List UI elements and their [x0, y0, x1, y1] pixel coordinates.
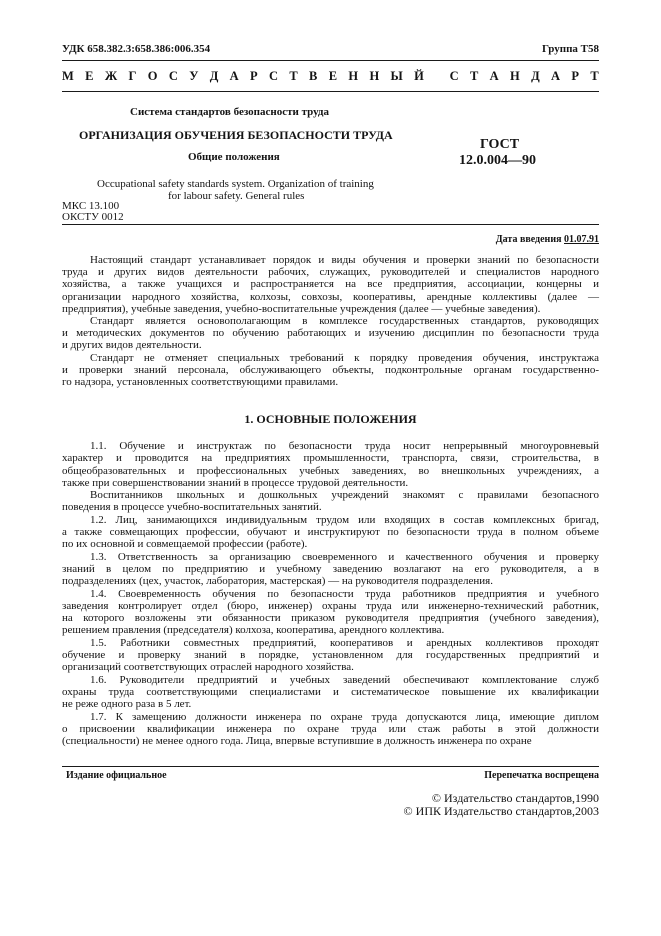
- banner-letter: Д: [209, 69, 219, 83]
- banner-letter: Ы: [390, 69, 403, 83]
- banner-letter: [435, 69, 438, 84]
- paragraph-line: обучение и проверку знаний в порядке, установленном для государственных предприятий и: [62, 649, 599, 662]
- title-block-rule: [62, 224, 599, 225]
- paragraph-line: характер и проводится на предприятиях промышленности, транспорта, связи, строительства, в: [62, 452, 599, 465]
- body-paragraph: [62, 674, 599, 711]
- banner-letter: А: [551, 69, 561, 83]
- paragraph-line: также при совершенствовании знаний в процессе трудовой деятельности.: [62, 476, 409, 489]
- standards-system-name: Система стандартов безопасности труда: [130, 106, 329, 118]
- banner-letter: Е: [85, 69, 94, 83]
- paragraph-line: 1.5. Работники совместных предприятий, кооперативов и арендных коллективов проходят: [90, 636, 599, 649]
- paragraph-line: знаний в целом по предприятию и учебному заведению возлагают на его руководителя, а в: [62, 562, 599, 575]
- paragraph-line: 1.3. Ответственность за организацию своевременного и качественного обучения и проверку: [90, 550, 599, 563]
- body-paragraph: [62, 711, 599, 748]
- banner-letter: О: [147, 69, 158, 83]
- banner-letter: Н: [510, 69, 520, 83]
- body-paragraph: [62, 489, 599, 514]
- paragraph-line: решением правления (председателя) колхоза, кооператива, арендного коллектива.: [62, 624, 445, 637]
- header-rule-top: [62, 60, 599, 61]
- banner-letter: Ж: [104, 69, 118, 83]
- copyright-2003: © ИПК Издательство стандартов,2003: [403, 804, 599, 818]
- banner-letter: Н: [348, 69, 359, 83]
- banner-letter: С: [168, 69, 178, 83]
- mks-code: МКС 13.100: [62, 200, 120, 212]
- intro-paragraph: [62, 352, 599, 389]
- banner-letter: А: [229, 69, 239, 83]
- interstate-standard-banner: [62, 69, 599, 84]
- copyright-1990: © Издательство стандартов,1990: [431, 791, 599, 805]
- banner-letter: Д: [531, 69, 540, 83]
- banner-letter: Й: [414, 69, 424, 83]
- paragraph-line: общеобразовательных и профессиональных учебных заведениях, во внешкольных учреждениях, а: [62, 464, 599, 477]
- header-rule-bottom: [62, 91, 599, 92]
- paragraph-line: и методических документов по обучению работающих и изучению дисциплин по безопасности труда: [62, 327, 599, 340]
- banner-letter: А: [489, 69, 499, 83]
- banner-letter: Н: [369, 69, 380, 83]
- intro-paragraph: [62, 315, 599, 352]
- banner-letter: В: [309, 69, 318, 83]
- banner-letter: М: [62, 69, 74, 83]
- banner-letter: Е: [328, 69, 338, 83]
- udk-code: УДК 658.382.3:658.386:006.354: [62, 43, 211, 55]
- footer-rule: [62, 766, 599, 767]
- paragraph-line: не реже одного раза в 5 лет.: [62, 698, 192, 711]
- group-code: Группа Т58: [541, 43, 599, 55]
- paragraph-line: организации народного хозяйства, колхозы, совхозы, кооперативы, арендные коллективы (далее —: [62, 290, 599, 303]
- paragraph-line: организаций соответствующих отраслей народного хозяйства.: [62, 661, 354, 674]
- paragraph-line: по их основной и совмещаемой профессии (работе).: [62, 538, 308, 551]
- section-title: 1. ОСНОВНЫЕ ПОЛОЖЕНИЯ: [244, 412, 417, 426]
- paragraph-line: предприятия), учебные заведения, учебно-воспитательные учреждения (далее — учебные заведения).: [62, 302, 541, 315]
- paragraph-line: о присвоении квалификации инженера по охране труда или стаж работы в этой должности: [62, 722, 599, 735]
- introduction-date-label: Дата введения: [495, 234, 562, 245]
- paragraph-line: поведения в процессе учебно-воспитательных занятий.: [62, 501, 322, 514]
- paragraph-line: 1.6. Руководители предприятий и учебных заведений обеспечивают комплектование служб: [90, 673, 599, 686]
- introduction-date: [496, 234, 599, 245]
- banner-letter: Р: [571, 69, 580, 83]
- body-paragraph: [62, 551, 599, 588]
- intro-paragraph: [62, 254, 599, 315]
- paragraph-line: 1.7. К замещению должности инженера по охране труда допускаются лица, имеющие диплом: [90, 710, 599, 723]
- english-title-line-2: for labour safety. General rules: [168, 190, 305, 202]
- body-paragraph: [62, 514, 599, 551]
- paragraph-line: Стандарт не отменяет специальных требований к порядку проведения обучения, инструктажа: [90, 351, 599, 364]
- paragraph-line: го надзора, установленных соответствующими правилами.: [62, 376, 339, 388]
- paragraph-line: и проверки знаний персонала, обслуживающего объекты, подконтрольные органам государственно-: [62, 363, 599, 376]
- gost-number: 12.0.004—90: [459, 153, 536, 168]
- gost-label: ГОСТ: [480, 137, 520, 152]
- paragraph-line: Настоящий стандарт устанавливает порядок и виды обучения и проверки знаний по безопасности: [90, 254, 599, 266]
- banner-letter: Г: [128, 69, 137, 83]
- body-paragraph: [62, 588, 599, 637]
- introduction-date-value: 01.07.91: [564, 234, 599, 245]
- paragraph-line: труда и других видов деятельности рабочих, служащих, руководителей и специалистов народного: [62, 266, 599, 279]
- paragraph-line: 1.1. Обучение и инструктаж по безопасности труда носит непрерывный многоуровневый: [90, 440, 599, 452]
- paragraph-line: а также совмещающих профессии, обучают и инструктируют по безопасности труда в полном объеме: [62, 526, 599, 539]
- banner-letter: С: [449, 69, 459, 83]
- paragraph-line: на которого возложены эти обязанности приказом руководителя предприятия (учебного заведения),: [62, 612, 599, 625]
- banner-letter: У: [189, 69, 199, 83]
- paragraph-line: 1.2. Лиц, занимающихся индивидуальным трудом или входящих в состав комплексных бригад,: [90, 513, 599, 526]
- body-paragraph: [62, 637, 599, 674]
- paragraph-line: заведения контролирует отдел (бюро, инженер) охраны труда или инженерно-технический работник,: [62, 599, 599, 612]
- document-subtitle: Общие положения: [188, 151, 280, 163]
- paragraph-line: Стандарт является основополагающим в комплексе государственных стандартов, руководящих: [90, 315, 599, 327]
- body-paragraph: [62, 440, 599, 489]
- paragraph-line: охраны труда соответствующими специалистами и систематическое повышение их квалификации: [62, 685, 599, 698]
- paragraph-line: 1.4. Своевременность обучения по безопасности труда работников предприятия и учебного: [90, 587, 599, 600]
- banner-letter: Р: [250, 69, 258, 83]
- paragraph-line: (специальности) не менее одного года. Лица, впервые вступившие в должность инженера по охране: [62, 735, 532, 748]
- banner-letter: Т: [590, 69, 599, 83]
- banner-letter: Т: [469, 69, 479, 83]
- banner-letter: С: [269, 69, 279, 83]
- okstu-code: ОКСТУ 0012: [62, 211, 124, 223]
- official-edition-label: Издание официальное: [66, 770, 167, 781]
- paragraph-line: подразделениях (цех, участок, лаборатория, мастерская) — на руководителя подразделения.: [62, 575, 493, 588]
- paragraph-line: и других видов деятельности.: [62, 339, 202, 352]
- english-title-line-1: Occupational safety standards system. Organization of training: [97, 178, 374, 190]
- paragraph-line: Воспитанников школьных и дошкольных учреждений знакомят с правилами безопасного: [90, 489, 599, 502]
- reprint-prohibited-label: Перепечатка воспрещена: [484, 770, 599, 781]
- banner-letter: Т: [289, 69, 298, 83]
- paragraph-line: хозяйства, а также учащихся и распространяется на все предприятия, ассоциации, концерны и: [62, 278, 599, 291]
- document-title: ОРГАНИЗАЦИЯ ОБУЧЕНИЯ БЕЗОПАСНОСТИ ТРУДА: [79, 128, 393, 142]
